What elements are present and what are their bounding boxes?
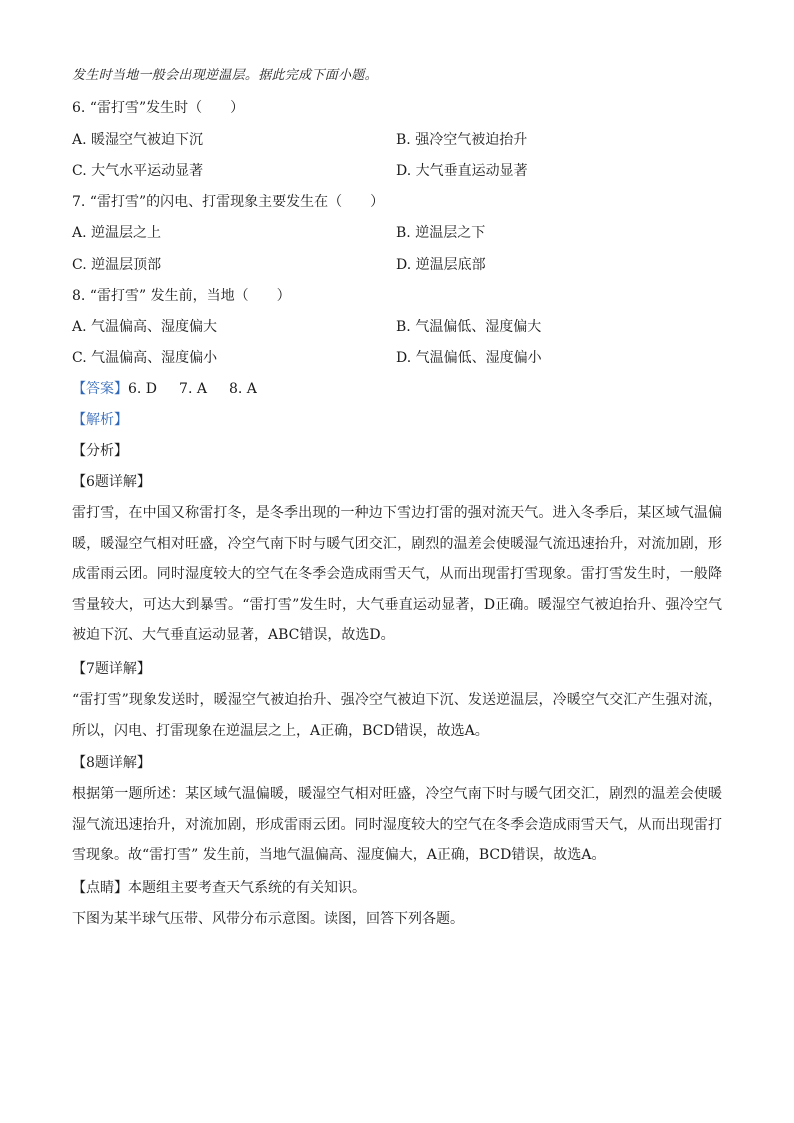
- question-6-option-c: C. 大气水平运动显著: [72, 163, 204, 179]
- answer-6: 6. D: [128, 381, 158, 397]
- next-question-prompt: 下图为某半球气压带、风带分布示意图。读图，回答下列各题。: [72, 911, 464, 927]
- answer-7: 7. A: [179, 381, 207, 397]
- question-6-stem: 6. “雷打雪”发生时（ ）: [72, 100, 245, 116]
- detail-8-text: 根据第一题所述：某区域气温偏暖，暖湿空气相对旺盛，冷空气南下时与暖气团交汇，剧烈的温差会使暖湿气流迅速抬升，对流加剧，形成雷雨云团。同时湿度较大的空气在冬季会造成雨雪天气，从而出现雷打雪现象。故“雷打雪” 发生前，当地气温偏高、湿度偏大，A正确，BCD错误，故选A。: [72, 786, 722, 864]
- answer-tag: 【答案】: [72, 381, 128, 397]
- detail-6-text: 雷打雪，在中国又称雷打冬，是冬季出现的一种边下雪边打雷的强对流天气。进入冬季后，某区域气温偏暖，暖湿空气相对旺盛，冷空气南下时与暖气团交汇，剧烈的温差会使暖湿气流迅速抬升，对流加剧，形成雷雨云团。同时湿度较大的空气在冬季会造成雨雪天气，从而出现雷打雪现象。雷打雪发生时，一般降雪量较大，可达大到暴雪。“雷打雪”发生时，大气垂直运动显著，D正确。暖湿空气被迫抬升、强冷空气被迫下沉、大气垂直运动显著，ABC错误，故选D。: [72, 505, 722, 644]
- question-7-option-d: D. 逆温层底部: [396, 257, 486, 273]
- question-8-option-d: D. 气温偏低、湿度偏小: [396, 350, 542, 366]
- question-7-option-c: C. 逆温层顶部: [72, 257, 162, 273]
- intro-text: 发生时当地一般会出现逆温层。据此完成下面小题。: [72, 68, 378, 83]
- question-7-stem: 7. “雷打雪”的闪电、打雷现象主要发生在（ ）: [72, 194, 385, 210]
- question-6-option-d: D. 大气垂直运动显著: [396, 163, 528, 179]
- dianjing-text: 本题组主要考查天气系统的有关知识。: [128, 880, 366, 896]
- answer-8: 8. A: [228, 381, 257, 397]
- question-6-option-a: A. 暖湿空气被迫下沉: [72, 132, 204, 148]
- question-8-option-a: A. 气温偏高、湿度偏大: [72, 319, 218, 335]
- question-8-option-c: C. 气温偏高、湿度偏小: [72, 350, 218, 366]
- detail-7-heading: 【7题详解】: [72, 661, 151, 677]
- question-6-option-b: B. 强冷空气被迫抬升: [396, 132, 528, 148]
- fenxi-heading: 【分析】: [72, 443, 128, 459]
- detail-8-heading: 【8题详解】: [72, 755, 151, 771]
- question-7-option-a: A. 逆温层之上: [72, 225, 162, 241]
- question-8-option-b: B. 气温偏低、湿度偏大: [396, 319, 542, 335]
- answer-line: [72, 379, 257, 399]
- analysis-tag: 【解析】: [72, 412, 128, 428]
- question-7-option-b: B. 逆温层之下: [396, 225, 486, 241]
- question-8-stem: 8. “雷打雪” 发生前，当地（ ）: [72, 288, 291, 304]
- detail-7-text: “雷打雪”现象发送时，暖湿空气被迫抬升、强冷空气被迫下沉、发送逆温层，冷暖空气交汇产生强对流，所以，闪电、打雷现象在逆温层之上，A正确，BCD错误，故选A。: [72, 692, 722, 739]
- detail-6-heading: 【6题详解】: [72, 474, 151, 490]
- dianjing-line: [72, 878, 366, 898]
- dianjing-tag: 【点睛】: [72, 880, 128, 896]
